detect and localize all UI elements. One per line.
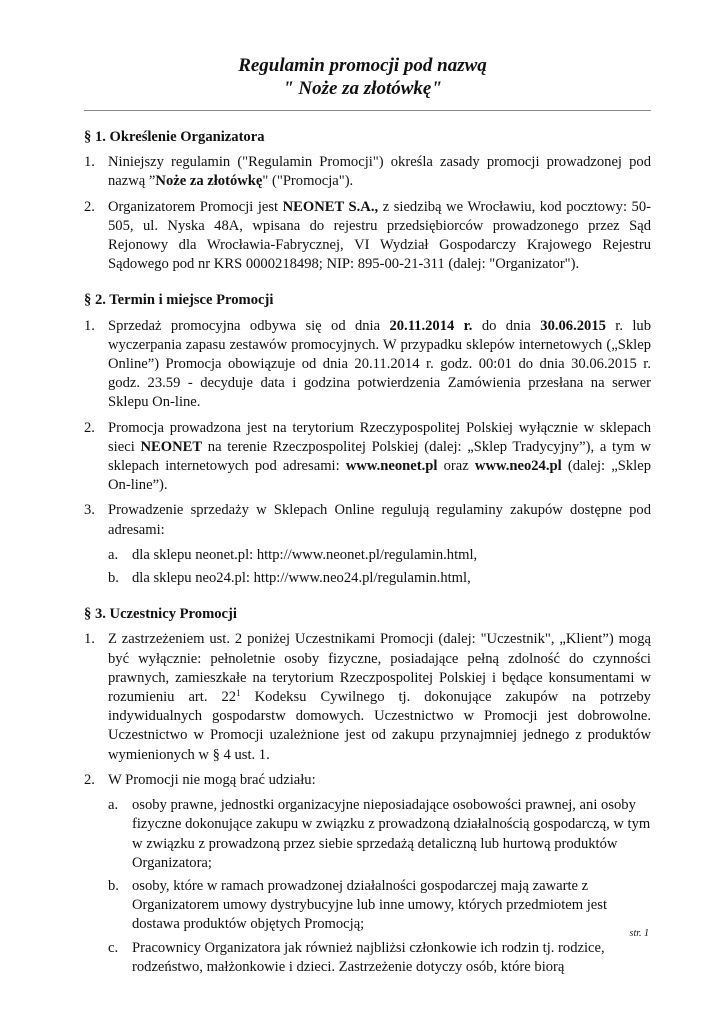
item-number: 2.	[84, 419, 95, 436]
item-text: oraz	[437, 458, 475, 475]
document-title-line-2: " Noże za złotówkę"	[283, 78, 442, 99]
organizer-name: NEONET S.A.,	[282, 198, 379, 215]
section-2-item-3-sub-b	[108, 569, 651, 588]
end-date: 30.06.2015	[540, 317, 606, 334]
section-2-item-1	[84, 317, 651, 413]
page-number: str. 1	[629, 928, 649, 939]
item-number: 1.	[84, 154, 95, 171]
section-2-item-2	[84, 419, 651, 496]
section-3-item-2-sub-a	[108, 796, 651, 873]
neonet-url: www.neonet.pl	[345, 458, 438, 475]
item-text: Prowadzenie sprzedaży w Sklepach Online regulują regulaminy zakupów dostępne pod adresami:	[108, 502, 651, 538]
section-3-item-2-sub-b	[108, 877, 651, 935]
start-date: 20.11.2014 r.	[389, 317, 473, 334]
item-text: z siedzibą we Wrocławiu, kod pocztowy: 50-505, ul. Nyska 48A, wpisana do rejestru przedsiębiorców prowadzonego przez Sąd Rejonowy dla Wrocławia-Fabrycznej, VI Wydział Gospodarczy Krajowego Rejestru Sądowego pod nr KRS 0000218498; NIP: 895-00-21-311 (dalej: "Organizator").	[108, 198, 651, 273]
sub-letter: c.	[108, 939, 119, 956]
superscript: 1	[236, 688, 241, 699]
section-1-item-1	[84, 153, 651, 191]
promotion-name: Noże za złotówkę	[155, 173, 263, 190]
section-2-heading: § 2. Termin i miejsce Promocji	[84, 292, 274, 309]
store-name: NEONET	[140, 438, 203, 455]
title-divider	[84, 110, 651, 111]
sub-letter: a.	[108, 797, 119, 814]
item-text: r. lub wyczerpania zapasu zestawów promocyjnych. W przypadku sklepów internetowych („Sklep Online”) Promocja obowiązuje od dnia 20.11.2014 r. godz. 00:01 do dnia 30.06.2015 r. godz. 23.59 - decyduje data i godzina potwierdzenia Zamówienia przesłana na serwer Sklepu On-line.	[108, 317, 651, 411]
section-3-item-1	[84, 630, 651, 764]
item-text: Niniejszy regulamin ("Regulamin Promocji") określa zasady promocji prowadzonej pod nazwą ”	[108, 154, 651, 190]
sub-letter: b.	[108, 570, 119, 587]
sub-letter: a.	[108, 546, 119, 563]
document-body	[84, 128, 651, 981]
document-title-line-1: Regulamin promocji pod nazwą	[238, 55, 487, 76]
sub-text: dla sklepu neonet.pl: http://www.neonet.pl/regulamin.html,	[132, 546, 478, 563]
item-text: Kodeksu Cywilnego tj. dokonujące zakupów na potrzeby indywidualnych gospodarstw domowych. Uczestnictwo w Promocji jest dobrowolne. Uczestnictwo w Promocji uzależnione jest od zakupu przynajmniej jednego z produktów wymienionych w § 4 ust. 1.	[108, 689, 651, 763]
item-text: do dnia	[472, 317, 541, 334]
item-text: Organizatorem Promocji jest	[108, 198, 283, 215]
section-1-heading: § 1. Określenie Organizatora	[84, 129, 265, 145]
section-3-item-2-sub-c	[108, 939, 651, 977]
section-2-item-3-sub-a	[108, 546, 651, 565]
item-number: 3.	[84, 502, 95, 519]
item-text: Sprzedaż promocyjna odbywa się od dnia	[108, 317, 390, 334]
item-text: W Promocji nie mogą brać udziału:	[108, 771, 316, 788]
item-text: Z zastrzeżeniem ust. 2 poniżej Uczestnikami Promocji (dalej: "Uczestnik", „Klient”) mogą być wyłącznie: pełnoletnie osoby fizyczne, posiadające pełną zdolność do czynności prawnych, zamieszkałe na terytorium Rzeczpospolitej Polskiej i będące konsumentami w rozumieniu art. 22	[108, 631, 651, 706]
section-2-item-3	[84, 501, 651, 539]
neo24-url: www.neo24.pl	[474, 458, 562, 475]
sub-text: dla sklepu neo24.pl: http://www.neo24.pl/regulamin.html,	[132, 570, 471, 587]
item-text: (dalej: „Sklep On-line”).	[108, 458, 651, 494]
section-3-item-2	[84, 771, 651, 790]
item-text: Promocja prowadzona jest na terytorium Rzeczypospolitej Polskiej wyłącznie w sklepach sieci	[108, 419, 651, 455]
item-number: 1.	[84, 631, 95, 648]
item-number: 2.	[84, 198, 95, 215]
sub-text: Pracownicy Organizatora jak również najbliżsi członkowie ich rodzin tj. rodzice, rodzeństwo, małżonkowie i dzieci. Zastrzeżenie dotyczy osób, które biorą	[132, 939, 605, 975]
sub-text: osoby, które w ramach prowadzonej działalności gospodarczej mają zawarte z Organizatorem umowy dystrybucyjne lub inne umowy, których przedmiotem jest dostawa produktów objętych Promocją;	[132, 877, 608, 933]
section-3-heading: § 3. Uczestnicy Promocji	[84, 606, 237, 623]
item-number: 1.	[84, 317, 95, 334]
sub-text: osoby prawne, jednostki organizacyjne nieposiadające osobowości prawnej, ani osoby fizyczne dokonujące zakupu w związku z prowadzoną działalnością gospodarczą, w tym w związku z prowadzoną przez siebie sprzedażą detaliczną lub hurtową produktów Organizatora;	[132, 797, 651, 871]
item-number: 2.	[84, 771, 95, 788]
item-text: " ("Promocja").	[262, 173, 354, 190]
section-1-item-2	[84, 198, 651, 275]
item-text: na terenie Rzeczpospolitej Polskiej (dalej: „Sklep Tradycyjny”), a tym w sklepach internetowych pod adresami:	[108, 438, 651, 475]
sub-letter: b.	[108, 877, 119, 894]
